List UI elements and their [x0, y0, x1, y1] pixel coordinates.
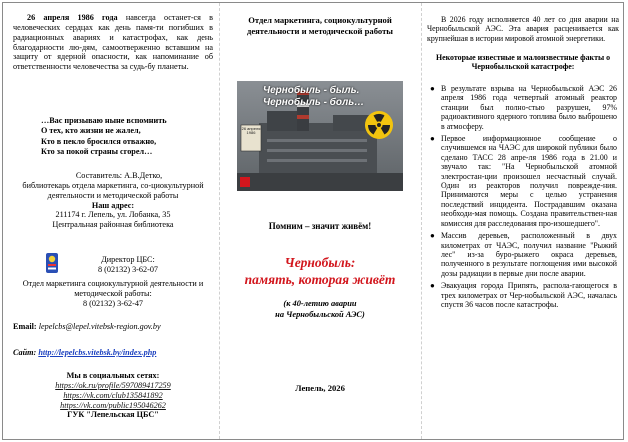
column-cover — [225, 3, 415, 439]
chernobyl-photo — [237, 81, 403, 191]
compiler: Составитель: А.В.Детко, — [75, 171, 163, 180]
brochure-subtitle — [225, 299, 415, 320]
address-heading: Наш адрес: — [91, 200, 135, 210]
library-name: Центральная районная библиотека — [52, 220, 174, 230]
bullet-icon: ● — [430, 84, 435, 93]
email-label: Email: — [13, 322, 37, 331]
bullet-icon: ● — [430, 134, 435, 144]
site-block — [13, 348, 213, 358]
library-emblem-icon — [45, 252, 59, 274]
poem-line: О тех, кто жизни не жалел, — [41, 126, 141, 136]
director-contact — [73, 255, 183, 275]
facts-heading: Некоторые известные и малоизвестные факты о Чернобыльской катастрофе: — [435, 53, 611, 72]
social-block — [13, 371, 213, 420]
social-link-vk-public[interactable]: https://vk.com/public195046262 — [60, 400, 166, 410]
director-label: Директор ЦБС: — [101, 255, 155, 264]
email-link[interactable]: lepelcbs@lepel.vitebsk-region.gov.by — [38, 322, 161, 331]
director-phone: 8 (02132) 3-62-07 — [97, 264, 159, 274]
fact-item — [430, 281, 617, 309]
marketing-label: Отдел маркетинга социокультурной деятельности и методической работы: — [22, 279, 204, 298]
site-label: Сайт: — [13, 348, 37, 357]
social-link-ok[interactable]: https://ok.ru/profile/597089417259 — [55, 380, 171, 390]
marketing-phone: 8 (02132) 3-62-47 — [82, 298, 144, 308]
compiler-org: библиотекарь отдела маркетинга, со-циокультурной деятельности и методической работы — [22, 180, 204, 200]
title-line-2: память, которая живёт — [244, 271, 396, 287]
poem-line: …Вас призываю ныне вспомнить — [41, 116, 167, 125]
fact-text: В результате взрыва на Чернобыльской АЭС 26 апреля 1986 года четвертый атомный реактор станции был полно-стью разрушен, 97% радиоактивного ядерного топлива было выброшено в атмосферу. — [441, 84, 617, 131]
fact-text: Массив деревьев, расположенный в двух километрах от ЧАЭС, получил название "Рыжий лес" из-за буро-рыжего окраса деревьев, полученного в результате поглощения ими высокой дозы радиации в первые дни после аварии. — [441, 231, 617, 278]
facts-list — [430, 84, 617, 312]
fact-item — [430, 231, 617, 278]
fact-item — [430, 84, 617, 131]
social-link-vk-club[interactable]: https://vk.com/club135841892 — [63, 390, 163, 400]
fold-line-1 — [219, 3, 220, 439]
intro-date: 26 апреля 1986 года — [27, 13, 118, 22]
photo-badge: 26 апреля 1986 — [241, 126, 261, 136]
intro-text: навсегда останет-ся в человеческих сердцах как день памя-ти погибших в радиационных авариях и катастрофах, как день благодарности лю-дям, самоотверженно вставшим на защиту от ядерной опасности, как напоминание об ответственности человечества за судь-бу планеты. — [13, 13, 213, 72]
subtitle-line-1: (к 40-летию аварии — [283, 299, 357, 308]
brochure-title — [225, 255, 415, 289]
department-header: Отдел маркетинга, социокультурной деятельности и методической работы — [246, 15, 393, 36]
email-block — [13, 321, 213, 332]
anniversary-paragraph: В 2026 году исполняется 40 лет со дня аварии на Чернобыльской АЭС. Эта авария расценивается как крупнейшая в истории мировой атомной энергетики. — [427, 15, 619, 43]
poem-line: Кто за покой страны сгорел… — [41, 146, 153, 156]
photo-caption: Чернобыль - быль. Чернобыль - боль… — [263, 85, 365, 108]
column-facts — [427, 3, 619, 439]
marketing-contact — [13, 279, 213, 309]
slogan: Помним – значит живём! — [268, 221, 372, 231]
city-year: Лепель, 2026 — [295, 383, 345, 393]
brochure-sheet — [2, 2, 624, 440]
bullet-icon: ● — [430, 231, 435, 241]
address-line: 211174 г. Лепель, ул. Лобанка, 35 — [55, 210, 171, 220]
poem-line: Кто в пекло бросился отважно, — [41, 136, 157, 146]
subtitle-line-2: на Чернобыльской АЭС) — [275, 309, 365, 319]
site-link[interactable]: http://lepelcbs.vitebsk.by/index.php — [38, 348, 157, 357]
bullet-icon: ● — [430, 281, 435, 291]
intro-paragraph — [13, 13, 213, 72]
fact-text: Эвакуация города Припять, распола-гающегося в трех километрах от Чер-нобыльской АЭС, началась спустя 36 часов после катастрофы. — [441, 281, 617, 309]
compiler-block — [13, 171, 213, 230]
column-contacts — [13, 3, 213, 439]
title-line-1: Чернобыль: — [284, 255, 356, 270]
fact-text: Первое информационное сообщение о случившемся на ЧАЭС для широкой публики было сделано ТАСС 28 апре-ля 1986 года в 21.00 и звучало так: "На Чернобыльской атомной электростан-ции произошел несчастный случай. Один из реакторов получил поврежде-ния. Принимаются меры с целью устранения последствий инцидента. Пострадавшим оказана необходи-мая помощь. Создана правительствен-ная комиссия для расследования про-изошедшего". — [441, 134, 617, 228]
poem — [41, 116, 211, 157]
fact-item — [430, 134, 617, 228]
fold-line-2 — [421, 3, 422, 439]
organization-name: ГУК "Лепельская ЦБС" — [67, 410, 159, 420]
social-heading: Мы в социальных сетях: — [66, 371, 160, 380]
